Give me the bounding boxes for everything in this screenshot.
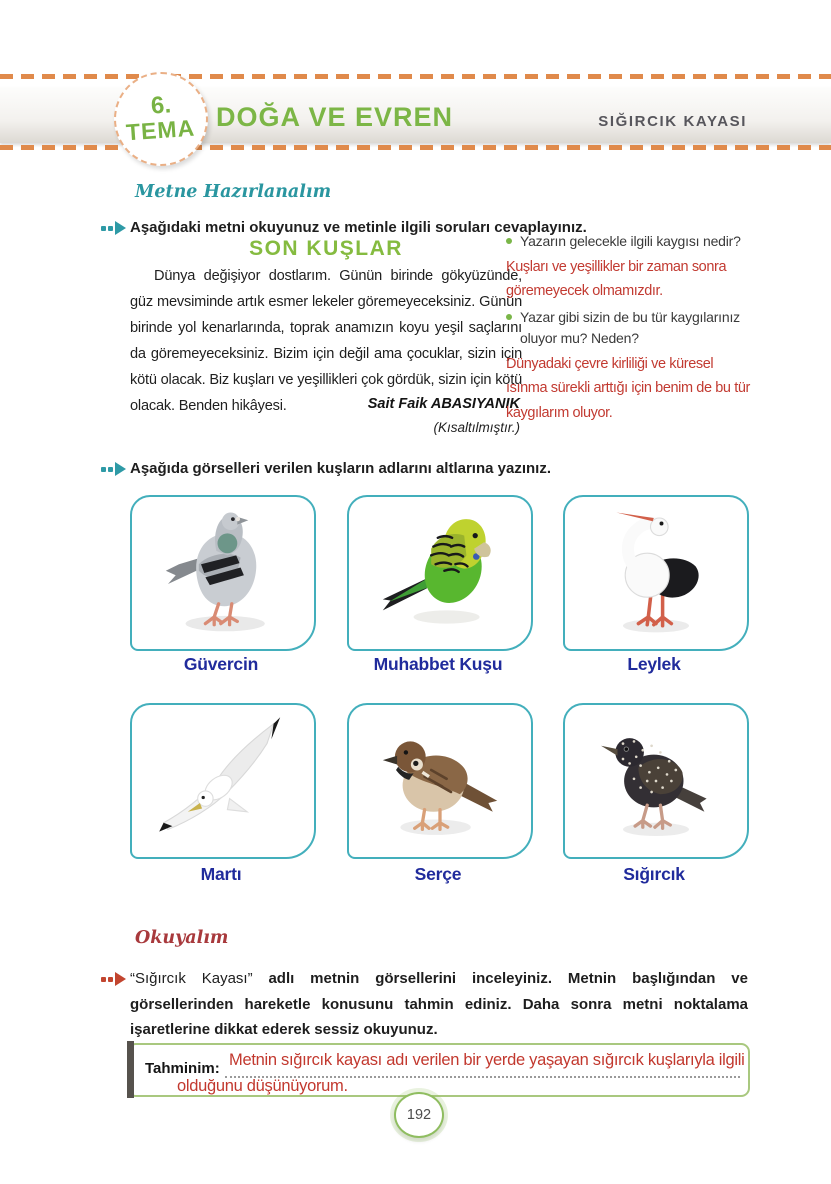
bird-name-field[interactable]: Leylek <box>627 654 681 674</box>
stork-image <box>586 507 726 639</box>
bird-name-field[interactable]: Sığırcık <box>623 864 685 884</box>
prepare-instruction: Aşağıdaki metni okuyunuz ve metinle ilgili soruları cevaplayınız. <box>130 219 587 236</box>
bird-box-seagull <box>130 703 316 859</box>
reading-text-title: SON KUŞLAR <box>249 237 403 260</box>
arrow-head <box>115 462 126 476</box>
bird-box-stork <box>563 495 749 651</box>
bird-name-field[interactable]: Martı <box>200 864 242 884</box>
pigeon-image <box>153 507 293 639</box>
page-number: 192 <box>406 1107 432 1123</box>
question-row <box>506 307 751 350</box>
seagull-image <box>153 715 293 847</box>
budgerigar-image <box>370 507 510 639</box>
bird-name-field[interactable]: Serçe <box>414 864 462 884</box>
reading-text-author: Sait Faik ABASIYANIK <box>367 396 520 412</box>
handwritten-answer-2[interactable]: Dünyadaki çevre kirliliği ve küresel ısınma sürekli arttığı için benim de bu tür kaygılarım oluyor. <box>506 355 750 421</box>
prediction-handwritten-answer[interactable]: Metnin sığırcık kayası adı verilen bir yerde yaşayan sığırcık kuşlarıyla ilgili olduğunu düşünüyorum. <box>177 1051 745 1095</box>
unit-text-title: SIĞIRCIK KAYASI <box>598 113 747 130</box>
question-row <box>506 231 751 253</box>
arrow-dash <box>101 226 106 231</box>
bird-box-budgerigar <box>347 495 533 651</box>
reading-text-author-note: (Kısaltılmıştır.) <box>433 420 520 435</box>
section-heading-read: Okuyalım <box>135 928 229 948</box>
instruction-arrow-icon <box>101 972 126 986</box>
instruction-arrow-icon <box>101 462 126 476</box>
top-dashed-divider <box>0 74 831 79</box>
page-number-badge <box>394 1092 444 1138</box>
question-column <box>506 231 751 428</box>
theme-label: TEMA <box>125 114 197 145</box>
question-1: Yazarın gelecekle ilgili kaygısı nedir? <box>520 233 741 249</box>
read-instruction-quote: “Sığırcık Kayası” <box>130 970 253 987</box>
prediction-label: Tahminim: <box>145 1060 220 1077</box>
arrow-dash <box>101 977 106 982</box>
bird-name-field[interactable]: Güvercin <box>183 654 259 674</box>
bullet-dot-icon <box>506 238 512 244</box>
arrow-dash <box>108 226 113 231</box>
arrow-dash <box>108 467 113 472</box>
bullet-dot-icon <box>506 314 512 320</box>
bird-name-field[interactable]: Muhabbet Kuşu <box>373 654 503 674</box>
theme-number: 6. <box>150 90 172 120</box>
handwritten-answer-1[interactable]: Kuşları ve yeşillikler bir zaman sonra göremeyecek olmamızdır. <box>506 258 727 299</box>
instruction-arrow-icon <box>101 221 126 235</box>
reading-text-paragraph: Dünya değişiyor dostlarım. Günün birinde gökyüzünde, güz mevsiminde artık esmer lekeler göremeyeceksiniz. Günün birinde yol kenarlarında, toprak anamızın koyu yeşil saçlarını da göremeyeceksiniz. Bizim için değil ama çocuklar, sizin için kötü olacak. Biz kuşları ve yeşillikleri çok gördük, sizin için kötü olacak. Benden hikâyesi. <box>130 268 522 414</box>
bird-box-starling <box>563 703 749 859</box>
read-instruction <box>130 966 748 1043</box>
sparrow-image <box>370 715 510 847</box>
birds-instruction: Aşağıda görselleri verilen kuşların adlarını altlarına yazınız. <box>130 460 551 477</box>
question-2: Yazar gibi sizin de bu tür kaygılarınız oluyor mu? Neden? <box>520 308 740 346</box>
bird-box-sparrow <box>347 703 533 859</box>
section-heading-prepare: Metne Hazırlanalım <box>135 182 332 202</box>
starling-image <box>586 715 726 847</box>
prediction-box-side-bar <box>127 1041 134 1098</box>
arrow-head <box>115 221 126 235</box>
prediction-box <box>127 1043 750 1097</box>
read-instruction-rest: adlı metnin görsellerini inceleyiniz. Metnin başlığından ve görsellerinden hareketle konusunu tahmin ediniz. Daha sonra metni noktalama işaretlerine dikkat ederek sessiz okuyunuz. <box>130 970 748 1038</box>
theme-badge <box>114 72 208 166</box>
arrow-dash <box>108 977 113 982</box>
arrow-dash <box>101 467 106 472</box>
arrow-head <box>115 972 126 986</box>
bird-box-pigeon <box>130 495 316 651</box>
theme-title: DOĞA VE EVREN <box>216 102 454 132</box>
